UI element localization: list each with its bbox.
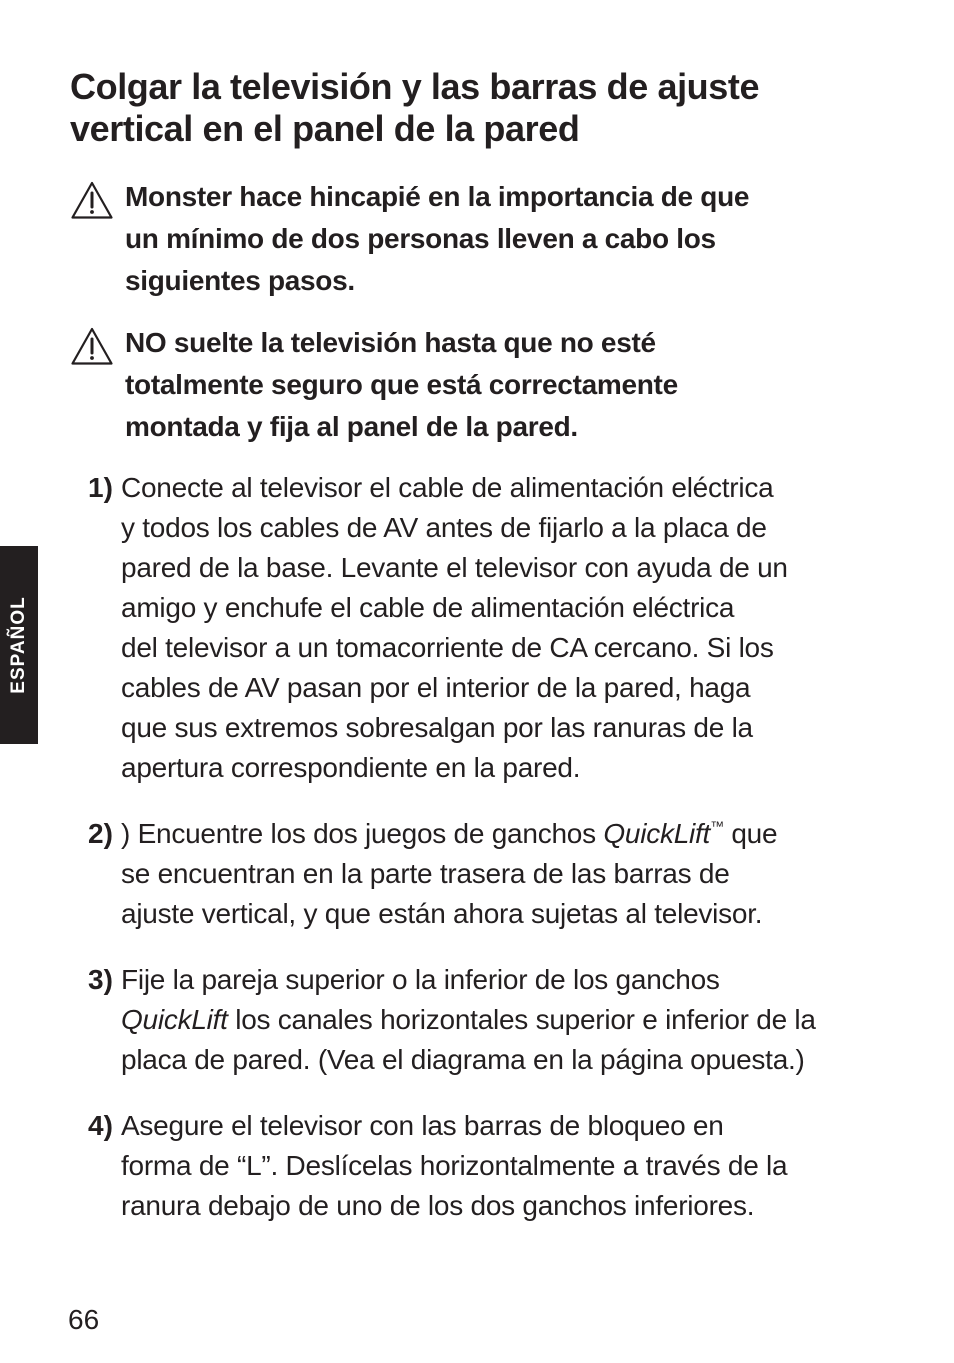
step-number: 4) — [88, 1110, 113, 1141]
step-line: amigo y enchufe el cable de alimentación eléctrica — [121, 592, 735, 623]
language-tab-label: ESPAÑOL — [8, 596, 29, 694]
step-line: cables de AV pasan por el interior de la pared, haga — [121, 672, 751, 703]
warning-line: siguientes pasos. — [125, 265, 355, 296]
title-line: vertical en el panel de la pared — [70, 108, 580, 149]
step-line: y todos los cables de AV antes de fijarlo a la placa de — [121, 512, 767, 543]
language-side-tab — [0, 546, 38, 744]
step-line: ranura debajo de uno de los dos ganchos inferiores. — [121, 1190, 755, 1221]
step-text — [121, 814, 881, 934]
product-name: QuickLift — [603, 818, 711, 849]
product-name: QuickLift — [121, 1004, 228, 1035]
warning-line: montada y fija al panel de la pared. — [125, 411, 578, 442]
warning-line: Monster hace hincapié en la importancia de que — [125, 181, 750, 212]
warning-line: un mínimo de dos personas lleven a cabo los — [125, 223, 716, 254]
step-line: del televisor a un tomacorriente de CA cercano. Si los — [121, 632, 774, 663]
step-line-text: los canales horizontales superior e inferior de la — [227, 1004, 816, 1035]
step-line: se encuentran en la parte trasera de las barras de — [121, 858, 730, 889]
step-line: que sus extremos sobresalgan por las ranuras de la — [121, 712, 753, 743]
step-line: Asegure el televisor con las barras de bloqueo en — [121, 1110, 724, 1141]
step-text — [121, 468, 881, 788]
warning-text — [125, 322, 885, 448]
warning-line: totalmente seguro que está correctamente — [125, 369, 678, 400]
step-number: 3) — [88, 964, 113, 995]
warning-line: NO suelte la televisión hasta que no esté — [125, 327, 656, 358]
step-line: pared de la base. Levante el televisor con ayuda de un — [121, 552, 788, 583]
step-number: 2) — [88, 818, 113, 849]
step-line: ajuste vertical, y que están ahora sujetas al televisor. — [121, 898, 763, 929]
warning-text — [125, 176, 885, 302]
step-line: apertura correspondiente en la pared. — [121, 752, 581, 783]
step-line: Fije la pareja superior o la inferior de los ganchos — [121, 964, 720, 995]
page-title — [70, 66, 900, 150]
warning-triangle-icon — [70, 180, 114, 220]
step-line: forma de “L”. Deslícelas horizontalmente a través de la — [121, 1150, 788, 1181]
trademark-symbol: ™ — [710, 818, 724, 834]
step-number: 1) — [88, 472, 113, 503]
step-line: Conecte al televisor el cable de alimentación eléctrica — [121, 472, 774, 503]
page-number: 66 — [68, 1304, 100, 1335]
step-line-text: que — [723, 818, 778, 849]
step-text — [121, 1106, 881, 1226]
warning-triangle-icon — [70, 326, 114, 366]
title-line: Colgar la televisión y las barras de ajuste — [70, 66, 760, 107]
step-line-text: ) Encuentre los dos juegos de ganchos — [121, 818, 604, 849]
step-line: placa de pared. (Vea el diagrama en la página opuesta.) — [121, 1044, 805, 1075]
step-text — [121, 960, 881, 1080]
